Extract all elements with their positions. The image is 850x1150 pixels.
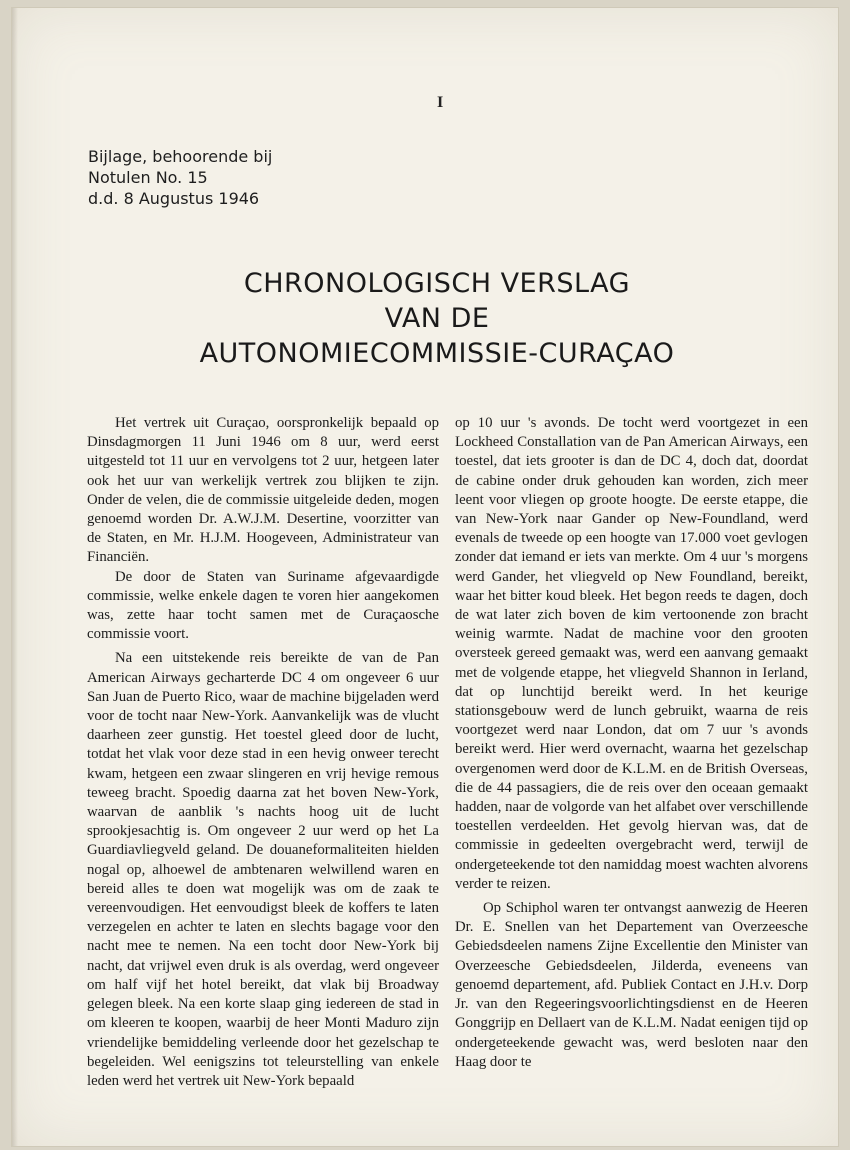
paragraph: Na een uitstekende reis bereikte de van de Pan American Airways gecharterde DC 4 om ongeveer 6 uur San Juan de Puerto Rico, waar de machine bijgeladen werd voor de tocht naar New-York. Aanvankelijk was de vlucht daarheen zeer gunstig. Het toestel gleed door de lucht, totdat het vlak voor deze stad in een hevig onweer terecht kwam, hetgeen een zwaar slingeren en vrij hevige remous teweeg bracht. Spoedig daarna zat het boven New-York, waarvan de aanblik 's nachts hoog uit de lucht sprookjesachtig is. Om ongeveer 2 uur werd op het La Guardiavliegveld geland. De douaneformaliteiten hielden nogal op, alhoewel de ambtenaren welwillend waren en bereid alles te doen wat mogelijk was om de zaak te vereenvoudigen. Het eenvoudigst bleek de koffers te laten verzegelen en achter te laten en slechts bagage voor den nacht mee te nemen. Na een tocht door New-York bij nacht, dat vrijwel even druk is als overdag, werd ongeveer om half vijf het hotel bereikt, dat vlak bij Broadway gelegen bleek. Na een korte slaap ging iedereen de stad in om kleeren te koopen, waarbij de heer Monti Maduro zijn vriendelijke bemiddeling verleende door het gezelschap te begeleiden. Wel eenigszins tot teleurstelling van enkele leden werd het vertrek uit New-York bepaald xyxy=(87,650,439,1089)
annex-note xyxy=(88,146,348,209)
paragraph: De door de Staten van Suriname afgevaardigde commissie, welke enkele dagen te voren hier aangekomen was, zette haar tocht samen met de Curaçaosche commissie voort. xyxy=(87,568,439,643)
left-column xyxy=(87,414,439,1091)
title-line: AUTONOMIECOMMISSIE-CURAÇAO xyxy=(199,338,675,369)
page-number: I xyxy=(437,94,444,111)
annex-line: d.d. 8 Augustus 1946 xyxy=(88,189,260,208)
annex-line: Notulen No. 15 xyxy=(88,168,208,187)
page-fold-shadow xyxy=(12,8,18,1146)
paragraph: op 10 uur 's avonds. De tocht werd voortgezet in een Lockheed Constallation van de Pan American Airways, een toestel, dat iets grooter is dan de DC 4, doch dat, doordat de cabine onder druk gehouden kan worden, zich meer leent voor vliegen op groote hoogte. De eerste etappe, die van New-York naar Gander op New-Foundland, werd evenals de tweede op een hoogte van 17.000 voet gevlogen zonder dat iemand er iets van merkte. Om 4 uur 's morgens werd Gander, het vliegveld op New Foundland, bereikt, waar het bitter koud bleek. Het begon reeds te dagen, doch de wat later zich boven de kim vertoonende zon bracht weinig warmte. Nadat de machine voor den grooten oversteek gereed gemaakt was, werd een aanvang gemaakt met de volgende etappe, het vliegveld Shannon in Ierland, dat op lunchtijd bereikt werd. In het keurige stationsgebouw werd de lunch gebruikt, waarna de reis voortgezet werd naar London, dat om 7 uur 's avonds bereikt werd. Hier werd overnacht, waarna het gezelschap overgenomen werd door de K.L.M. en de British Overseas, die de 44 passagiers, die de reis over den oceaan gemaakt hadden, naar de volgorde van het alfabet over verschillende toestellen verdeelden. Het gevolg hiervan was, dat de commissie in gedeelten overgebracht werd, terwijl de ondergeteekende tot den namiddag moest wachten alvorens verder te reizen. xyxy=(455,415,808,892)
right-column xyxy=(455,414,808,1072)
paragraph: Het vertrek uit Curaçao, oorspronkelijk bepaald op Dinsdagmorgen 11 Juni 1946 om 8 uur, werd eerst uitgesteld tot 11 uur en vervolgens tot 2 uur, hetgeen later ook het uur van werkelijk vertrek zou blijken te zijn. Onder de velen, die de commissie uitgeleide deden, mogen genoemd worden Dr. A.W.J.M. Desertine, voorzitter van de Staten, en Mr. H.J.M. Hoogeveen, Administrateur van Financiën. xyxy=(87,415,439,566)
paragraph: Op Schiphol waren ter ontvangst aanwezig de Heeren Dr. E. Snellen van het Departement van Overzeesche Gebiedsdeelen namens Zijne Excellentie den Minister van Overzeesche Gebiedsdeelen, Jilderda, eveneens van genoemd departement, afd. Publiek Contact en J.H.v. Dorp Jr. van den Regeeringsvoorlichtingsdienst en de Heeren Gonggrijp en Dellaert van de K.L.M. Nadat eenigen tijd op ondergeteekende gewacht was, werd besloten naar den Haag door te xyxy=(455,900,808,1070)
annex-line: Bijlage, behoorende bij xyxy=(88,147,273,166)
document-title xyxy=(112,266,762,371)
title-line: VAN DE xyxy=(384,303,490,334)
title-line: CHRONOLOGISCH VERSLAG xyxy=(243,268,631,299)
document-page xyxy=(12,8,838,1146)
